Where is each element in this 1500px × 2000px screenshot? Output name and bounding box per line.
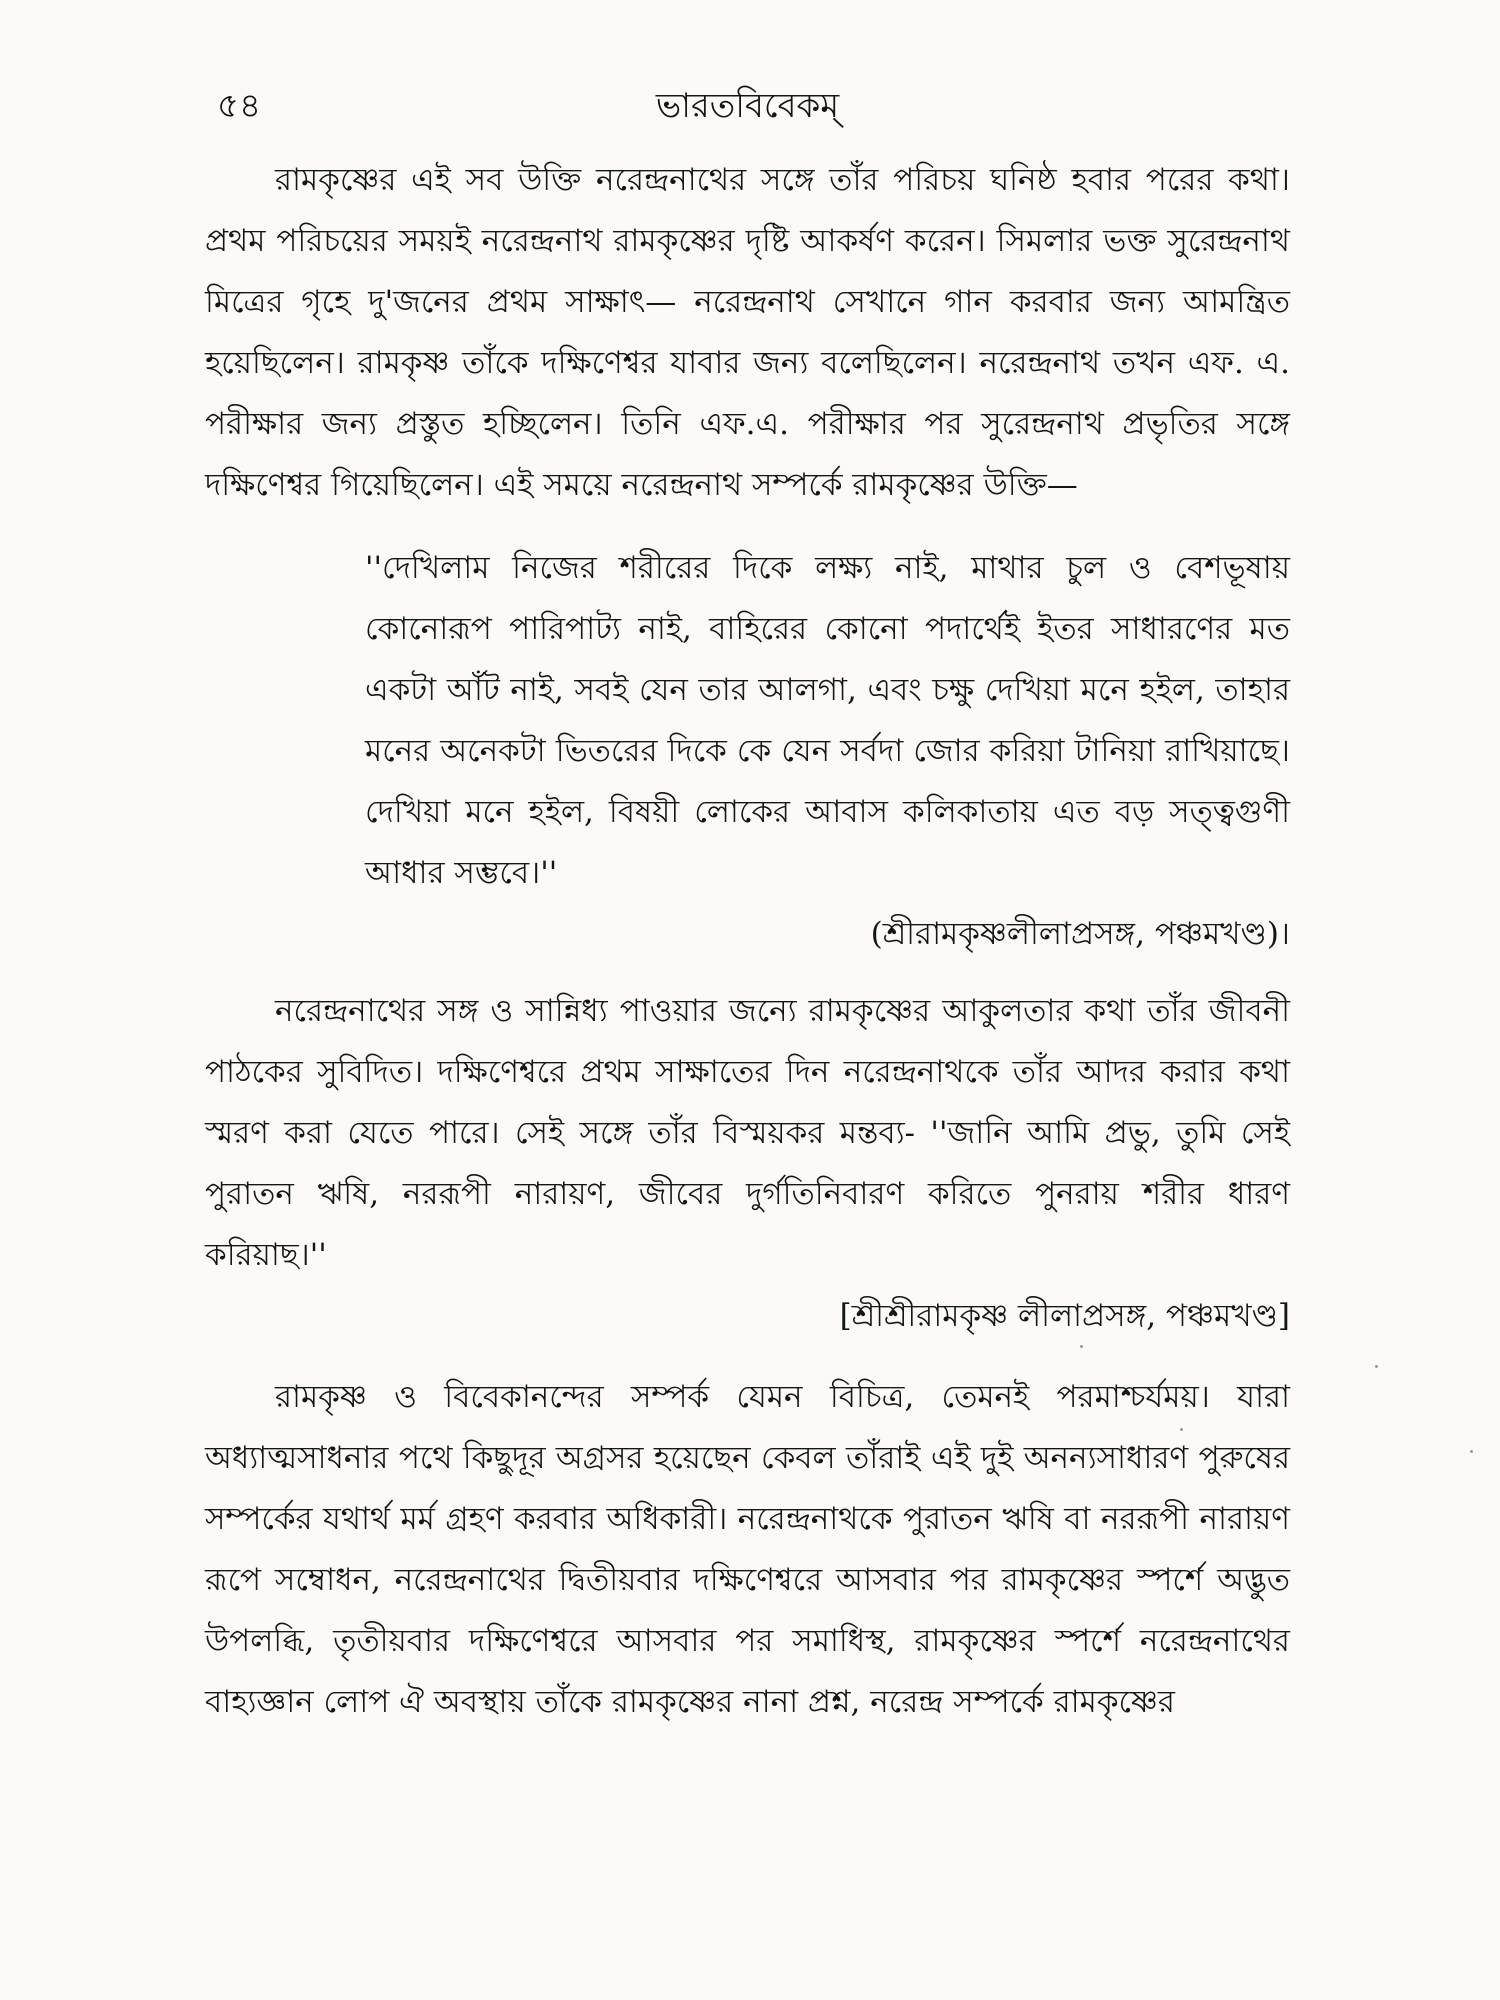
page-header [205, 82, 1290, 132]
page-number: ৫৪ [217, 86, 262, 126]
paper-speck [1180, 1428, 1183, 1431]
paragraph-1: রামকৃষ্ণের এই সব উক্তি নরেন্দ্রনাথের সঙ্গে তাঁর পরিচয় ঘনিষ্ঠ হবার পরের কথা। প্রথম পরিচয়ের সময়ই নরেন্দ্রনাথ রামকৃষ্ণের দৃষ্টি আকর্ষণ করেন। সিমলার ভক্ত সুরেন্দ্রনাথ মিত্রের গৃহে দু'জনের প্রথম সাক্ষাৎ— নরেন্দ্রনাথ সেখানে গান করবার জন্য আমন্ত্রিত হয়েছিলেন। রামকৃষ্ণ তাঁকে দক্ষিণেশ্বর যাবার জন্য বলেছিলেন। নরেন্দ্রনাথ তখন এফ. এ. পরীক্ষার জন্য প্রস্তুত হচ্ছিলেন। তিনি এফ.এ. পরীক্ষার পর সুরেন্দ্রনাথ প্রভৃতির সঙ্গে দক্ষিণেশ্বর গিয়েছিলেন। এই সময়ে নরেন্দ্রনাথ সম্পর্কে রামকৃষ্ণের উক্তি— [205, 162, 1290, 503]
page-body [205, 150, 1290, 1733]
paragraph-2-citation: [শ্রীশ্রীরামকৃষ্ণ লীলাপ্রসঙ্গ, পঞ্চমখণ্ড] [839, 1298, 1290, 1334]
block-quote: ''দেখিলাম নিজের শরীরের দিকে লক্ষ্য নাই, মাথার চুল ও বেশভূষায় কোনোরূপ পারিপাট্য নাই, বাহিরের কোনো পদার্থেই ইতর সাধারণের মত একটা আঁট নাই, সবই যেন তার আলগা, এবং চক্ষু দেখিয়া মনে হইল, তাহার মনের অনেকটা ভিতরের দিকে কে যেন সর্বদা জোর করিয়া টানিয়া রাখিয়াছে। দেখিয়া মনে হইল, বিষয়ী লোকের আবাস কলিকাতায় এত বড় সত্ত্বগুণী আধার সম্ভবে।'' [365, 550, 1290, 891]
paper-speck [1375, 1365, 1378, 1368]
paragraph-3: রামকৃষ্ণ ও বিবেকানন্দের সম্পর্ক যেমন বিচিত্র, তেমনই পরমাশ্চর্যময়। যারা অধ্যাত্মসাধনার পথে কিছুদূর অগ্রসর হয়েছেন কেবল তাঁরাই এই দুই অনন্যসাধারণ পুরুষের সম্পর্কের যথার্থ মর্ম গ্রহণ করবার অধিকারী। নরেন্দ্রনাথকে পুরাতন ঋষি বা নররূপী নারায়ণ রূপে সম্বোধন, নরেন্দ্রনাথের দ্বিতীয়বার দক্ষিণেশ্বরে আসবার পর রামকৃষ্ণের স্পর্শে অদ্ভুত উপলব্ধি, তৃতীয়বার দক্ষিণেশ্বরে আসবার পর সমাধিস্থ, রামকৃষ্ণের স্পর্শে নরেন্দ্রনাথের বাহ্যজ্ঞান লোপ ঐ অবস্থায় তাঁকে রামকৃষ্ণের নানা প্রশ্ন, নরেন্দ্র সম্পর্কে রামকৃষ্ণের [205, 1379, 1290, 1720]
running-title: ভারতবিবেকম্ [655, 86, 840, 126]
paper-speck [1470, 1450, 1473, 1453]
paper-speck [1080, 1345, 1083, 1348]
paragraph-2: নরেন্দ্রনাথের সঙ্গ ও সান্নিধ্য পাওয়ার জন্যে রামকৃষ্ণের আকুলতার কথা তাঁর জীবনী পাঠকের সুবিদিত। দক্ষিণেশ্বরে প্রথম সাক্ষাতের দিন নরেন্দ্রনাথকে তাঁর আদর করার কথা স্মরণ করা যেতে পারে। সেই সঙ্গে তাঁর বিস্ময়কর মন্তব্য- ''জানি আমি প্রভু, তুমি সেই পুরাতন ঋষি, নররূপী নারায়ণ, জীবের দুর্গতিনিবারণ করিতে পুনরায় শরীর ধারণ করিয়াছ।'' [205, 993, 1290, 1273]
quote-citation: (শ্রীরামকৃষ্ণলীলাপ্রসঙ্গ, পঞ্চমখণ্ড)। [870, 916, 1290, 952]
